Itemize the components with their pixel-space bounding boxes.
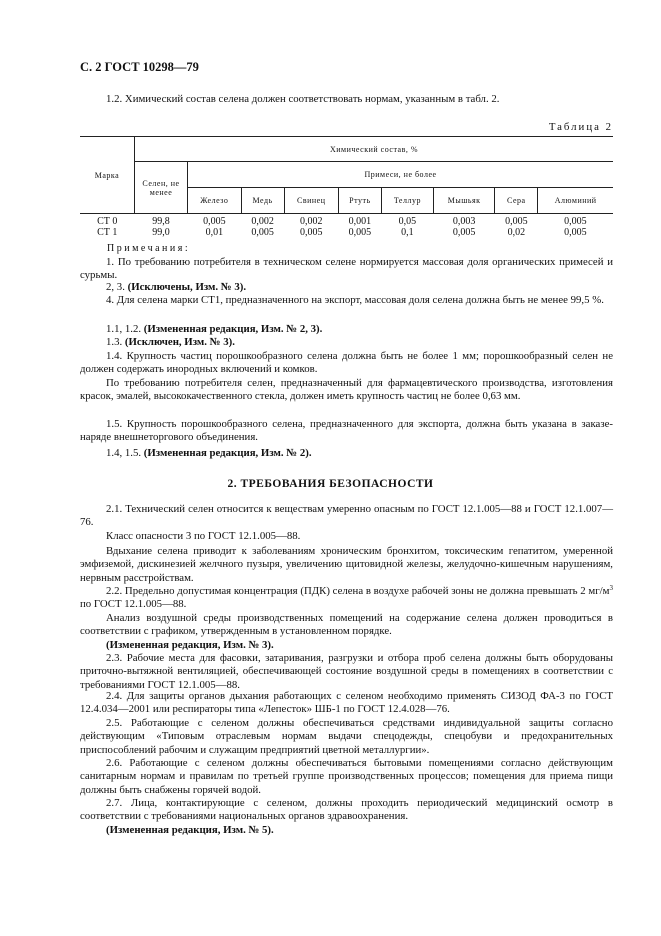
cell-value: 0,005 xyxy=(564,216,587,227)
cell-value: 0,003 xyxy=(452,216,476,227)
clause-2-1-effects: Вдыхание селена приводит к заболеваниям хроническим бронхитом, токсическим гепатитом, умеренной эмфиземой, дискинезией желчного пузыря, увеличению щитовидной железы, желудочно-кишечным нарушениям, нервным расстройствам. xyxy=(80,545,613,584)
header-chem-composition: Химический состав, % xyxy=(135,137,614,162)
clause-2-1-class: Класс опасности 3 по ГОСТ 12.1.005—88. xyxy=(106,530,301,542)
cell-marka: СТ 1 xyxy=(97,227,118,238)
page-header: С. 2 ГОСТ 10298—79 xyxy=(80,60,199,74)
clause-2-3: 2.3. Рабочие места для фасовки, затаривания, разгрузки и отбора проб селена должны быть оборудованы приточно-вытяжной вентиляцией, обеспечивающей состояние воздушной среды в помещениях в соответствии с требованиями ГОСТ 12.1.005—88. xyxy=(80,652,613,691)
note-1: 1. По требованию потребителя в техническом селене нормируется массовая доля органических примесей и сурьмы. xyxy=(80,256,613,282)
chemical-composition-table xyxy=(80,136,613,238)
amendment-1-4-1-5: 1.4, 1.5. (Измененная редакция, Изм. № 2). xyxy=(106,447,312,459)
notes-heading: Примечания: xyxy=(107,243,191,254)
note-2-3: 2, 3. (Исключены, Изм. № 3). xyxy=(106,281,247,293)
table-row xyxy=(80,227,613,238)
cell-value: 0,1 xyxy=(401,227,414,238)
cell-value: 0,002 xyxy=(299,216,323,227)
cell-value: 0,005 xyxy=(505,216,528,227)
header-marka: Марка xyxy=(80,137,135,214)
clause-2-1: 2.1. Технический селен относится к веществам умеренно опасным по ГОСТ 12.1.005—88 и ГОСТ 12.1.007—76. xyxy=(80,503,613,529)
clause-2-6: 2.6. Работающие с селеном должны обеспечиваться бытовыми помещениями согласно действующим санитарным нормам и правилам по третьей группе производственных процессов; помещения для приема пищи должны быть снабжены горячей водой. xyxy=(80,757,613,796)
cell-value: 0,001 xyxy=(348,216,372,227)
table-caption: Таблица 2 xyxy=(548,121,613,133)
header-impurity: Ртуть xyxy=(338,188,381,214)
header-impurity: Медь xyxy=(241,188,284,214)
cell-value: 0,05 xyxy=(398,216,417,227)
clause-2-5: 2.5. Работающие с селеном должны обеспечиваться средствами индивидуальной защиты согласно действующим «Типовым отраслевым нормам выдачи спецодежды, спецобуви и предохранительных приспособлений рабочим и служащим предприятий цветной металлургии». xyxy=(80,717,613,756)
clause-2-4: 2.4. Для защиты органов дыхания работающих с селеном необходимо применять СИЗОД ФА-3 по ГОСТ 12.4.034—2001 или респираторы типа «Лепесток» ШБ-1 по ГОСТ 12.4.028—76. xyxy=(80,690,613,716)
clause-1-3: 1.3. (Исключен, Изм. № 3). xyxy=(106,336,235,348)
table-row xyxy=(80,214,613,228)
amendment-2-2: (Измененная редакция, Изм. № 3). xyxy=(106,639,274,651)
cell-value: 0,01 xyxy=(205,227,224,238)
cell-marka: СТ 0 xyxy=(97,216,118,227)
cell-value: 0,005 xyxy=(203,216,226,227)
clause-2-7: 2.7. Лица, контактирующие с селеном, должны проходить периодический медицинский осмотр в соответствии с требованиями национальных органов здравоохранения. xyxy=(80,797,613,823)
header-impurity: Теллур xyxy=(381,188,433,214)
cell-value: 0,005 xyxy=(348,227,372,238)
cell-value: 0,005 xyxy=(564,227,587,238)
clause-2-2: 2.2. Предельно допустимая концентрация (ПДК) селена в воздухе рабочей зоны не должна превышать 2 $мг/м^3$ по ГОСТ 12.1.005—88. xyxy=(80,584,613,611)
clause-2-2-analysis: Анализ воздушной среды производственных помещений на содержание селена должен проводиться в соответствии с графиком, утвержденным в установленном порядке. xyxy=(80,612,613,638)
clause-1-2: 1.2. Химический состав селена должен соответствовать нормам, указанным в табл. 2. xyxy=(106,93,500,105)
clause-1-4-extra: По требованию потребителя селен, предназначенный для фармацевтического производства, изготовления красок, эмалей, высококачественного стекла, должен иметь крупность частиц не более 0,63 мм. xyxy=(80,377,613,403)
cell-selen: 99,8 xyxy=(152,216,170,227)
amendment-2-7: (Измененная редакция, Изм. № 5). xyxy=(106,824,274,836)
header-impurity: Алюминий xyxy=(538,188,613,214)
note-4: 4. Для селена марки СТ1, предназначенного на экспорт, массовая доля селена должна быть не менее 99,5 %. xyxy=(106,294,604,306)
header-selen: Селен, не менее xyxy=(135,162,188,214)
cell-value: 0,005 xyxy=(452,227,476,238)
amendment-1-1-1-2: 1.1, 1.2. (Измененная редакция, Изм. № 2, 3). xyxy=(106,323,323,335)
cell-value: 0,005 xyxy=(299,227,323,238)
cell-value: 0,02 xyxy=(507,227,526,238)
header-impurity: Мышьяк xyxy=(433,188,494,214)
header-impurity: Свинец xyxy=(284,188,338,214)
clause-1-5: 1.5. Крупность порошкообразного селена, предназначенного для экспорта, должна быть указана в заказе-наряде внешнеторгового объединения. xyxy=(80,418,613,444)
cell-selen: 99,0 xyxy=(152,227,170,238)
cell-value: 0,002 xyxy=(251,216,274,227)
header-impurity: Железо xyxy=(188,188,242,214)
cell-value: 0,005 xyxy=(251,227,274,238)
header-impurity: Сера xyxy=(495,188,538,214)
clause-1-4: 1.4. Крупность частиц порошкообразного селена должна быть не более 1 мм; порошкообразный селен не должен содержать инородных включений и комков. xyxy=(80,350,613,376)
section-2-title: 2. ТРЕБОВАНИЯ БЕЗОПАСНОСТИ xyxy=(227,478,434,490)
header-impurities: Примеси, не более xyxy=(188,162,614,188)
